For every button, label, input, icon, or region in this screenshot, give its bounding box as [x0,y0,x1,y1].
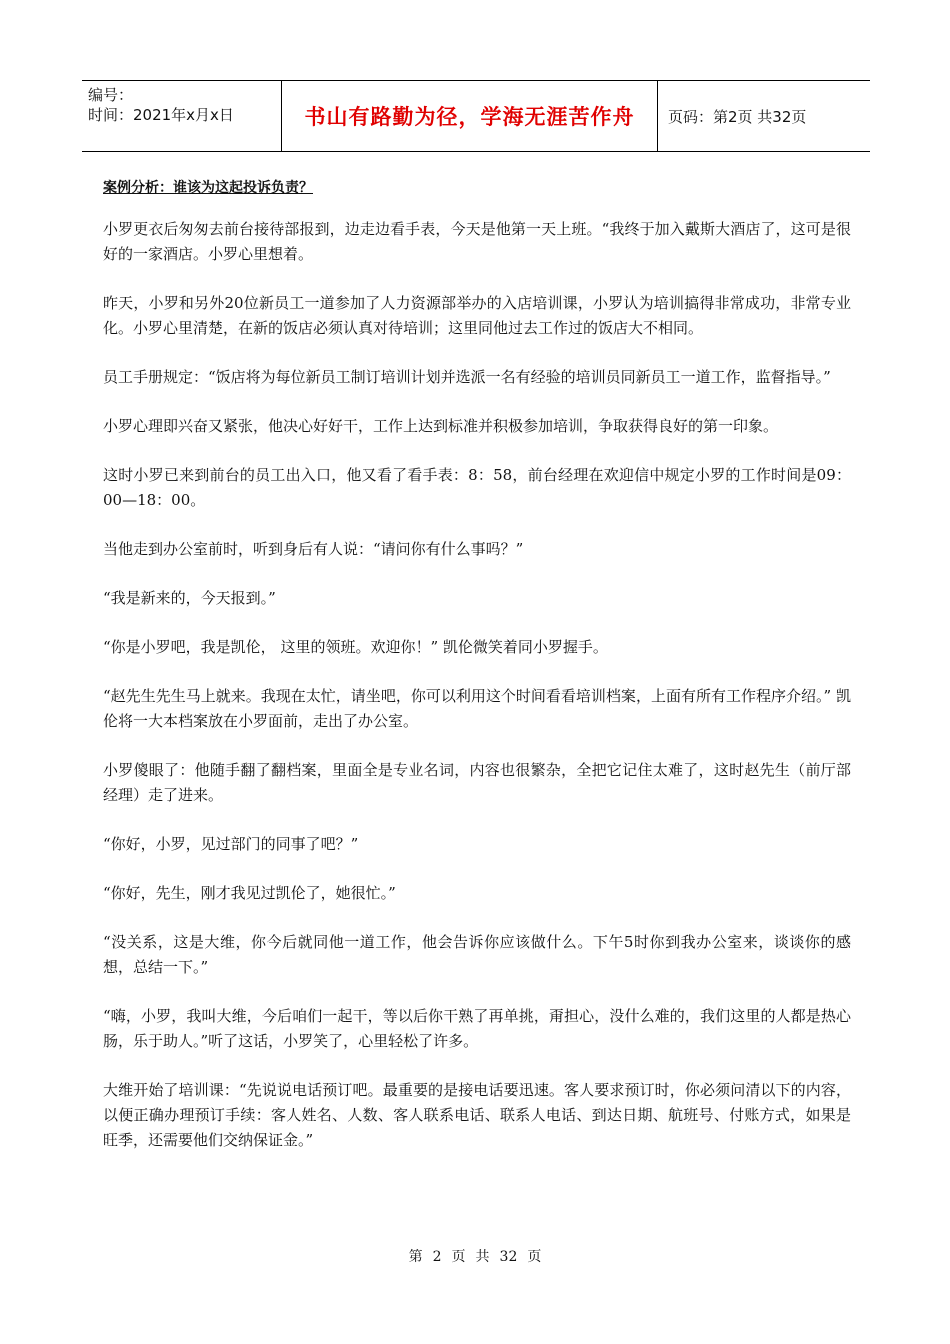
footer-text: 第 [408,1249,423,1265]
footer-text: 共 [475,1249,490,1265]
paragraph: “你好，先生，刚才我见过凯伦了，她很忙。” [103,884,396,902]
paragraph: 昨天，小罗和另外20位新员工一道参加了人力资源部举办的入店培训课，小罗认为培训搞得非常成功，非常专业化。小罗心里清楚，在新的饭店必须认真对待培训；这里同他过去工作过的饭店大不相同。 [103,294,851,337]
footer-text: 页 [527,1249,542,1265]
article-body [103,176,851,1177]
paragraph: 大维开始了培训课：“先说说电话预订吧。最重要的是接电话要迅速。客人要求预订时，你必须问清以下的内容，以便正确办理预订手续：客人姓名、人数、客人联系电话、联系人电话、到达日期、航班号、付账方式，如果是旺季，还需要他们交纳保证金。” [103,1081,851,1149]
paragraph: “没关系，这是大维，你今后就同他一道工作，他会告诉你应该做什么。下午5时你到我办公室来，谈谈你的感想，总结一下。” [103,933,851,976]
header-meta [82,81,282,151]
document-date-label: 时间：2021年x月x日 [88,106,234,124]
paragraph: “我是新来的，今天报到。” [103,589,276,607]
page-header [82,80,870,152]
footer-total-pages: 32 [499,1249,518,1265]
paragraph: 小罗心理即兴奋又紧张，他决心好好干，工作上达到标准并积极参加培训，争取获得良好的第一印象。 [103,417,779,435]
paragraph: “你好，小罗，见过部门的同事了吧？” [103,835,359,853]
paragraph: 员工手册规定：“饭店将为每位新员工制订培训计划并选派一名有经验的培训员同新员工一道工作，监督指导。” [103,368,831,386]
paragraph: 当他走到办公室前时，听到身后有人说：“请问你有什么事吗？” [103,540,524,558]
document-number-label: 编号： [88,86,134,104]
header-motto: 书山有路勤为径，学海无涯苦作舟 [282,81,658,151]
paragraph: 小罗傻眼了：他随手翻了翻档案，里面全是专业名词，内容也很繁杂，全把它记住太难了，这时赵先生（前厅部经理）走了进来。 [103,761,851,804]
page-footer [0,1246,950,1266]
paragraph: “赵先生先生马上就来。我现在太忙，请坐吧，你可以利用这个时间看看培训档案，上面有所有工作程序介绍。” 凯伦将一大本档案放在小罗面前，走出了办公室。 [103,687,851,730]
footer-page-number: 2 [432,1249,442,1265]
paragraph: 小罗更衣后匆匆去前台接待部报到，边走边看手表，今天是他第一天上班。“我终于加入戴斯大酒店了，这可是很好的一家酒店。小罗心里想着。 [103,220,851,263]
header-page-info: 页码：第2页 共32页 [668,107,807,126]
paragraph: 这时小罗已来到前台的员工出入口，他又看了看手表：8：58，前台经理在欢迎信中规定小罗的工作时间是09：00—18：00。 [103,466,851,509]
paragraph: “嗨，小罗，我叫大维，今后咱们一起干，等以后你干熟了再单挑，甭担心，没什么难的，我们这里的人都是热心肠，乐于助人。”听了这话，小罗笑了，心里轻松了许多。 [103,1007,851,1050]
paragraph: “你是小罗吧，我是凯伦， 这里的领班。欢迎你！” 凯伦微笑着同小罗握手。 [103,638,608,656]
article-title: 案例分析：谁该为这起投诉负责？ [103,180,313,196]
footer-text: 页 [451,1249,466,1265]
